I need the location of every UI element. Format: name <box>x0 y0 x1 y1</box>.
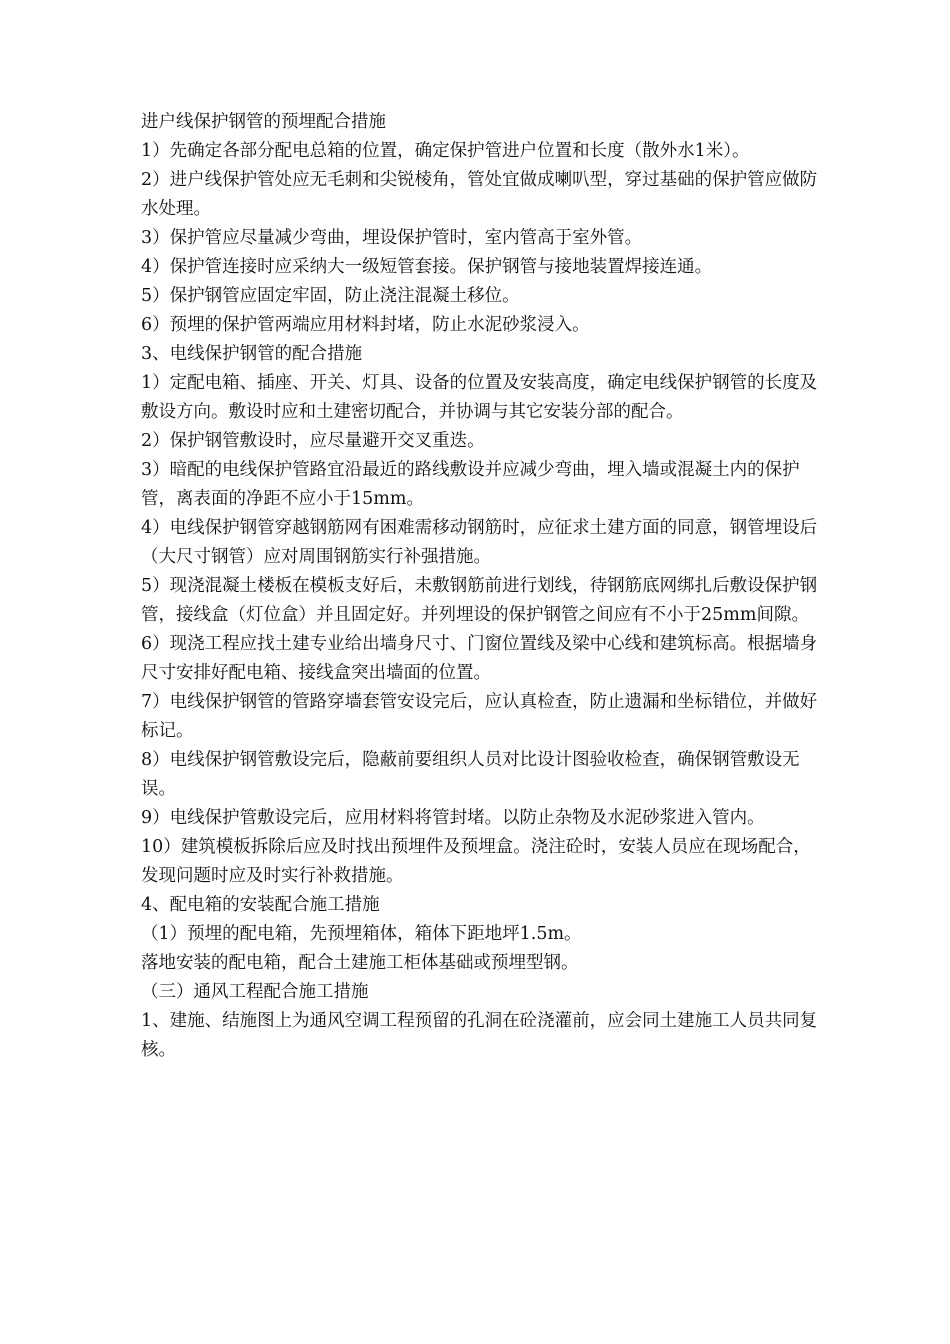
paragraph: （1）预埋的配电箱，先预埋箱体，箱体下距地坪1.5m。 <box>141 924 582 944</box>
paragraph: 10）建筑模板拆除后应及时找出预埋件及预埋盒。浇注砼时，安装人员应在现场配合，发现问题时应及时实行补救措施。 <box>141 837 811 886</box>
section-heading-incoming-line-pipe: 进户线保护钢管的预埋配合措施 <box>141 112 386 132</box>
paragraph: 5）现浇混凝土楼板在模板支好后，未敷钢筋前进行划线，待钢筋底网绑扎后敷设保护钢管，接线盒（灯位盒）并且固定好。并列埋设的保护钢管之间应有不小于25mm间隙。 <box>141 576 818 625</box>
paragraph: 8）电线保护钢管敷设完后，隐蔽前要组织人员对比设计图验收检查，确保钢管敷设无误。 <box>141 750 800 799</box>
section-heading-distribution-box: 4、配电箱的安装配合施工措施 <box>141 895 380 915</box>
paragraph: 6）预埋的保护管两端应用材料封堵，防止水泥砂浆浸入。 <box>141 315 590 335</box>
section-heading-wire-pipe: 3、电线保护钢管的配合措施 <box>141 344 363 364</box>
paragraph: 3）保护管应尽量减少弯曲，埋设保护管时，室内管高于室外管。 <box>141 228 643 248</box>
paragraph: 4）保护管连接时应采纳大一级短管套接。保护钢管与接地装置焊接连通。 <box>141 257 713 277</box>
paragraph: 7）电线保护钢管的管路穿墙套管安设完后，应认真检查，防止遗漏和坐标错位，并做好标记。 <box>141 692 818 741</box>
paragraph: 2）进户线保护管处应无毛刺和尖锐棱角，管处宜做成喇叭型，穿过基础的保护管应做防水处理。 <box>141 170 818 219</box>
paragraph: 1）先确定各部分配电总箱的位置，确定保护管进户位置和长度（散外水1米）。 <box>141 141 750 161</box>
paragraph: 4）电线保护钢管穿越钢筋网有困难需移动钢筋时，应征求土建方面的同意，钢管埋设后（大尺寸钢管）应对周围钢筋实行补强措施。 <box>141 518 818 567</box>
paragraph: 2）保护钢管敷设时，应尽量避开交叉重迭。 <box>141 431 485 451</box>
section-heading-ventilation: （三）通风工程配合施工措施 <box>141 982 369 1002</box>
paragraph: 6）现浇工程应找土建专业给出墙身尺寸、门窗位置线及梁中心线和建筑标高。根据墙身尺寸安排好配电箱、接线盒突出墙面的位置。 <box>141 634 818 683</box>
paragraph: 3）暗配的电线保护管路宜沿最近的路线敷设并应减少弯曲，埋入墙或混凝土内的保护管，离表面的净距不应小于15mm。 <box>141 460 800 509</box>
paragraph: 1）定配电箱、插座、开关、灯具、设备的位置及安装高度，确定电线保护钢管的长度及敷设方向。敷设时应和土建密切配合，并协调与其它安装分部的配合。 <box>141 373 818 422</box>
paragraph: 落地安装的配电箱，配合土建施工柜体基础或预埋型钢。 <box>141 953 579 973</box>
paragraph: 5）保护钢管应固定牢固，防止浇注混凝土移位。 <box>141 286 520 306</box>
paragraph: 1、建施、结施图上为通风空调工程预留的孔洞在砼浇灌前，应会同土建施工人员共同复核。 <box>141 1011 818 1060</box>
document-body <box>141 108 821 1065</box>
paragraph: 9）电线保护管敷设完后，应用材料将管封堵。以防止杂物及水泥砂浆进入管内。 <box>141 808 765 828</box>
